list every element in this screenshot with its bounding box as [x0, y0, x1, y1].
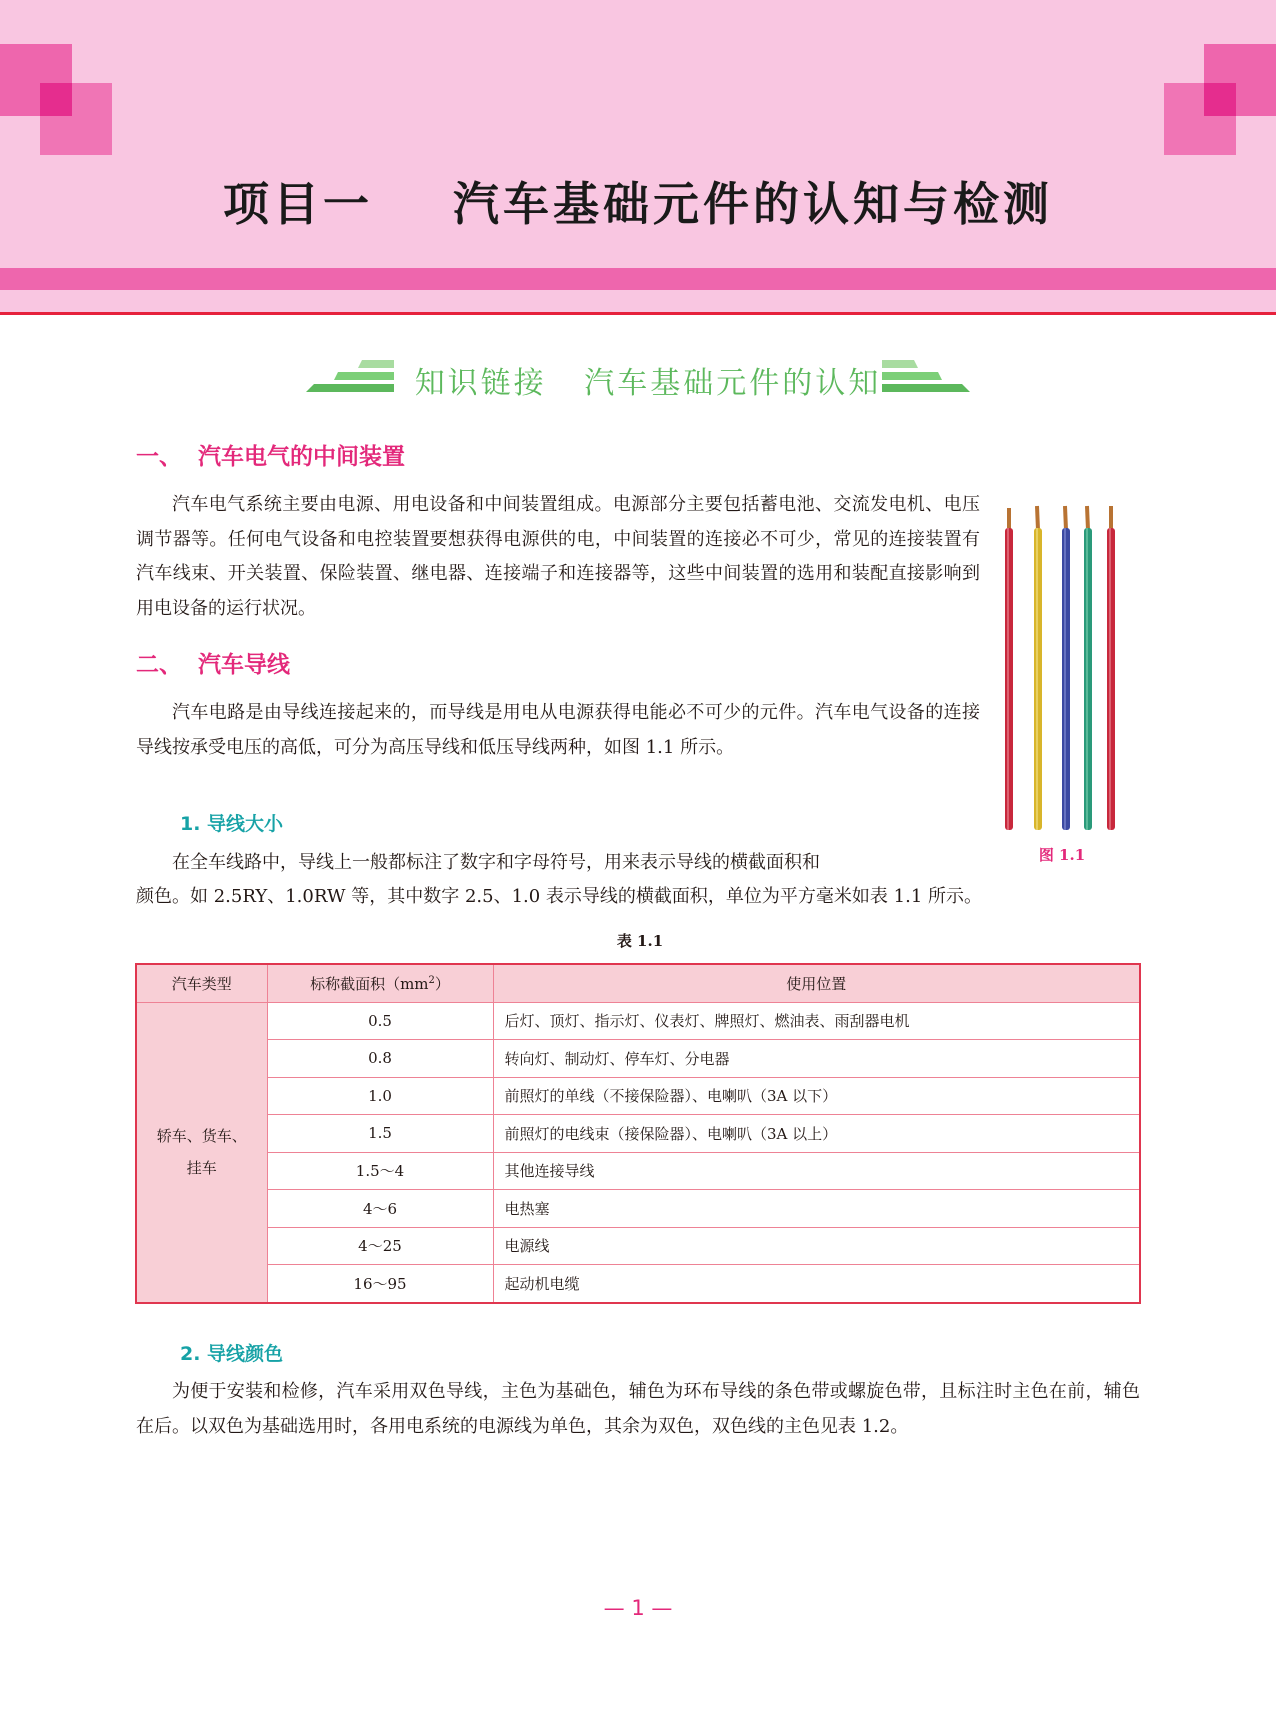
vehicle-type-text: 轿车、货车、挂车 — [156, 1127, 247, 1177]
banner-band — [0, 268, 1276, 290]
wire — [1062, 506, 1070, 830]
decor-square — [40, 83, 72, 116]
area-cell: 4～25 — [267, 1227, 493, 1265]
area-cell: 1.5～4 — [267, 1152, 493, 1190]
table-row — [136, 1115, 1140, 1153]
table-row — [136, 1040, 1140, 1078]
right-stripes-decoration — [882, 360, 970, 396]
usage-cell: 电热塞 — [493, 1190, 1140, 1228]
area-cell: 0.5 — [267, 1002, 493, 1040]
usage-cell: 电源线 — [493, 1227, 1140, 1265]
chapter-title: 项目一 汽车基础元件的认知与检测 — [222, 177, 1054, 231]
banner-rule — [0, 312, 1276, 315]
wire — [1034, 506, 1042, 830]
table-row — [136, 1152, 1140, 1190]
vehicle-type-cell — [136, 1002, 267, 1303]
page-number — [588, 1596, 688, 1620]
page-number-value: 1 — [631, 1596, 645, 1620]
header-usage: 使用位置 — [493, 964, 1140, 1002]
section-heading: 二、 汽车导线 — [136, 652, 291, 678]
table-row — [136, 1002, 1140, 1040]
wire — [1005, 508, 1013, 830]
usage-cell: 转向灯、制动灯、停车灯、分电器 — [493, 1040, 1140, 1078]
table-row — [136, 1190, 1140, 1228]
area-cell: 0.8 — [267, 1040, 493, 1078]
wires-photo — [998, 500, 1128, 836]
decor-square — [1204, 83, 1236, 116]
table-row — [136, 1265, 1140, 1303]
section-heading: 一、 汽车电气的中间装置 — [136, 444, 406, 470]
header-vehicle-type: 汽车类型 — [136, 964, 267, 1002]
dash-left: — — [603, 1596, 632, 1620]
table-header-row — [136, 964, 1140, 1002]
paragraph: 为便于安装和检修，汽车采用双色导线，主色为基础色，辅色为环布导线的条色带或螺旋色带，且标注时主色在前，辅色在后。以双色为基础选用时，各用电系统的电源线为单色，其余为双色，双色线的主色见表 1.2。 — [136, 1381, 1140, 1437]
usage-cell: 前照灯的单线（不接保险器）、电喇叭（3A 以下） — [493, 1077, 1140, 1115]
knowledge-link-title: 知识链接 汽车基础元件的认知 — [414, 366, 882, 401]
figure-caption: 图 1.1 — [1038, 846, 1086, 864]
wire — [1107, 506, 1115, 830]
paragraph: 汽车电路是由导线连接起来的，而导线是用电从电源获得电能必不可少的元件。汽车电气设备的连接导线按承受电压的高低，可分为高压导线和低压导线两种，如图 1.1 所示。 — [136, 702, 980, 758]
usage-cell: 前照灯的电线束（接保险器）、电喇叭（3A 以上） — [493, 1115, 1140, 1153]
wire-size-table — [135, 963, 1141, 1304]
usage-cell: 其他连接导线 — [493, 1152, 1140, 1190]
area-cell: 16～95 — [267, 1265, 493, 1303]
table-row — [136, 1077, 1140, 1115]
table-caption: 表 1.1 — [616, 932, 664, 950]
subsection-heading: 2. 导线颜色 — [180, 1343, 284, 1365]
area-cell: 1.0 — [267, 1077, 493, 1115]
table-row — [136, 1227, 1140, 1265]
usage-cell: 起动机电缆 — [493, 1265, 1140, 1303]
wire — [1084, 506, 1092, 830]
subsection-heading: 1. 导线大小 — [180, 813, 284, 835]
paragraph: 颜色。如 2.5RY、1.0RW 等，其中数字 2.5、1.0 表示导线的横截面积，单位为平方毫米如表 1.1 所示。 — [136, 886, 982, 907]
banner-stripe — [0, 290, 1276, 312]
header-nominal-area: 标称截面积$(mm^2)$ — [267, 964, 493, 1002]
usage-cell: 后灯、顶灯、指示灯、仪表灯、牌照灯、燃油表、雨刮器电机 — [493, 1002, 1140, 1040]
paragraph: 在全车线路中，导线上一般都标注了数字和字母符号，用来表示导线的横截面积和 — [172, 852, 820, 873]
dash-right: — — [644, 1596, 673, 1620]
area-cell: 4～6 — [267, 1190, 493, 1228]
paragraph: 汽车电气系统主要由电源、用电设备和中间装置组成。电源部分主要包括蓄电池、交流发电机、电压调节器等。任何电气设备和电控装置要想获得电源供的电，中间装置的连接必不可少，常见的连接装置有汽车线束、开关装置、保险装置、继电器、连接端子和连接器等，这些中间装置的选用和装配直接影响到用电设备的运行状况。 — [136, 494, 980, 619]
area-cell: 1.5 — [267, 1115, 493, 1153]
left-stripes-decoration — [306, 360, 394, 396]
